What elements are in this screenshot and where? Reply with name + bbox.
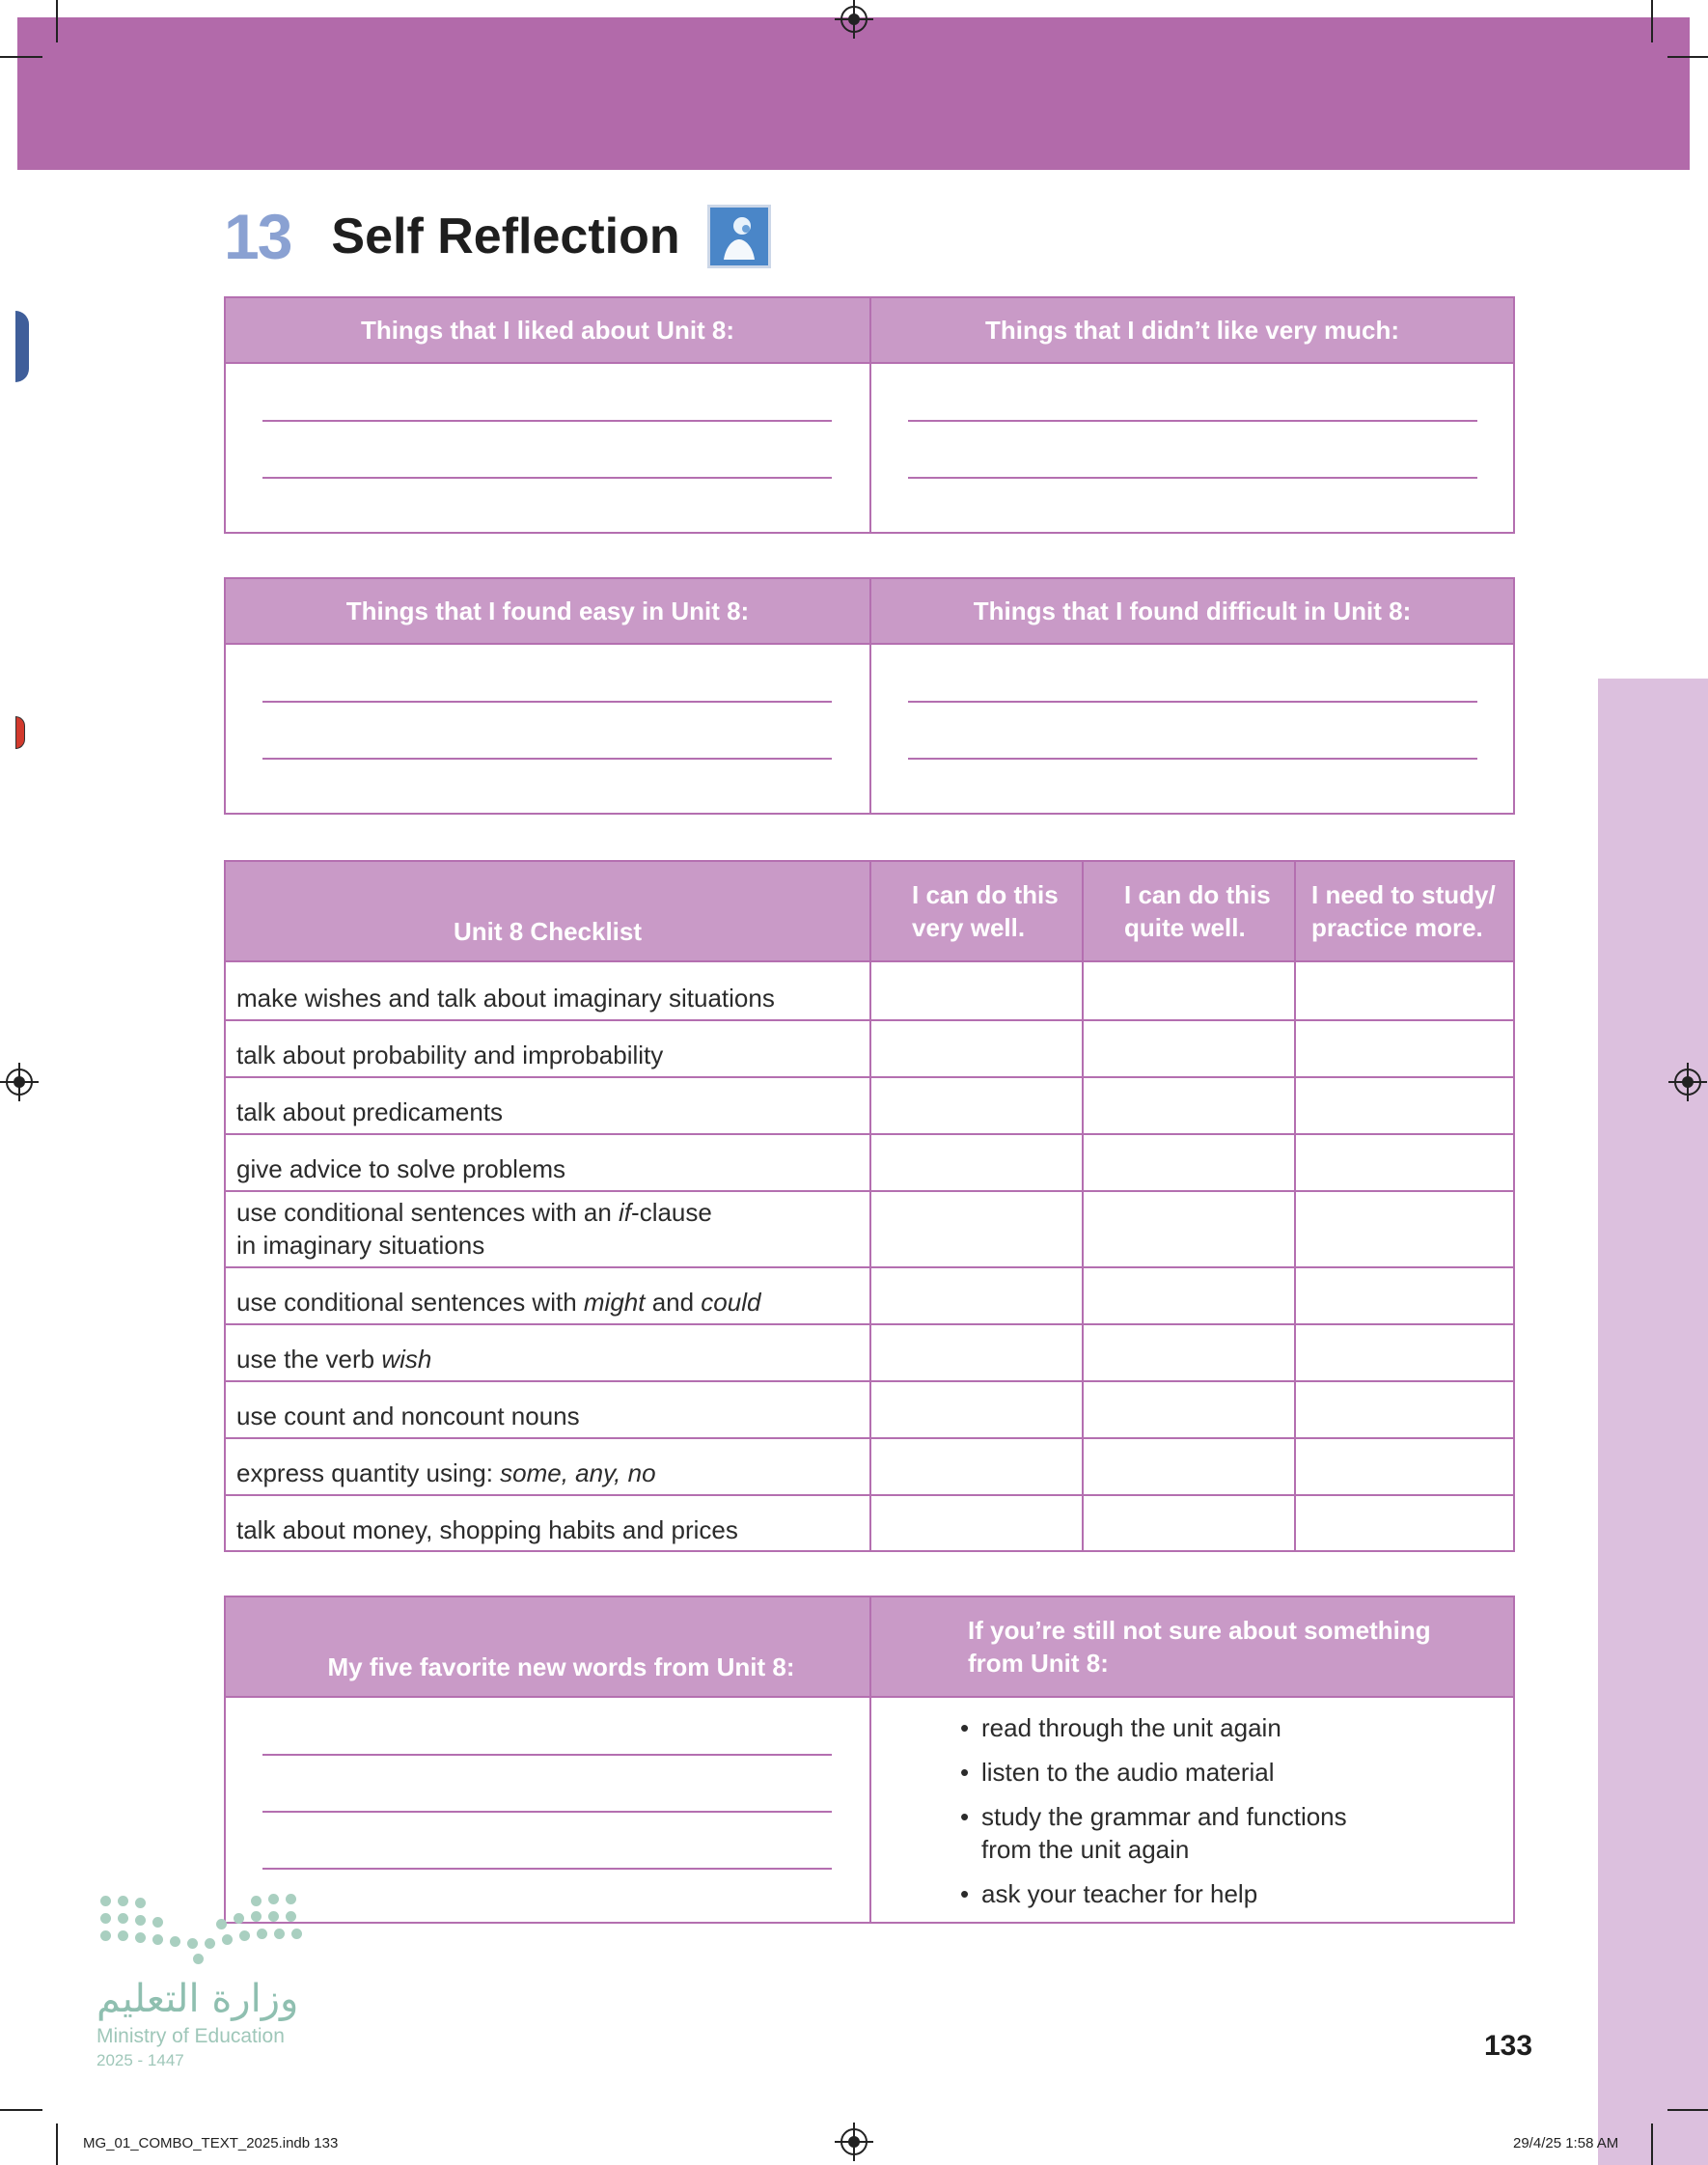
logo-dot — [135, 1932, 146, 1943]
checkbox-cell-very-well[interactable] — [869, 1496, 1082, 1551]
favorite-words-table — [224, 1596, 1515, 1924]
column-quite-well — [1082, 862, 1294, 960]
checklist-item-label-cont: -clause — [631, 1198, 712, 1227]
checklist-row — [226, 1323, 1513, 1380]
checkbox-cell-quite-well[interactable] — [1082, 1135, 1294, 1190]
easy-header: Things that I found easy in Unit 8: — [345, 596, 750, 625]
registration-mark-icon — [1674, 1069, 1701, 1096]
checkbox-cell-need-study[interactable] — [1294, 1382, 1513, 1437]
tips-cell — [869, 1698, 1513, 1924]
checkbox-cell-quite-well[interactable] — [1082, 1382, 1294, 1437]
writing-line — [262, 1754, 832, 1756]
difficult-answer-cell[interactable] — [869, 645, 1513, 815]
logo-dot — [234, 1913, 244, 1924]
logo-dot — [100, 1930, 111, 1941]
crop-mark — [56, 2123, 58, 2165]
checkbox-cell-quite-well[interactable] — [1082, 1325, 1294, 1380]
likes-answer-cell[interactable] — [226, 364, 869, 534]
column-need-study — [1294, 862, 1513, 960]
tip-text: study the grammar and functions — [981, 1802, 1347, 1831]
checkbox-cell-quite-well[interactable] — [1082, 1268, 1294, 1323]
column-very-well — [869, 862, 1082, 960]
crop-mark — [0, 2109, 42, 2111]
checklist-row — [226, 1076, 1513, 1133]
logo-dot — [118, 1913, 128, 1924]
logo-dot — [193, 1954, 204, 1964]
checklist-row — [226, 1437, 1513, 1494]
column-need-study-line1: I need to study/ — [1311, 880, 1496, 909]
checkbox-cell-need-study[interactable] — [1294, 1496, 1513, 1551]
checklist-item-label: use the verb — [236, 1345, 382, 1374]
checklist-item-text — [226, 1325, 869, 1380]
page-title: Self Reflection — [331, 208, 680, 264]
registration-mark-icon — [840, 6, 868, 33]
print-slug-right: 29/4/25 1:58 AM — [1513, 2135, 1619, 2151]
logo-dot — [286, 1894, 296, 1904]
logo-dot — [257, 1929, 267, 1939]
checklist-item-emphasis: could — [701, 1288, 761, 1317]
likes-header: Things that I liked about Unit 8: — [360, 315, 735, 345]
checklist-item-label: talk about probability and improbability — [236, 1041, 664, 1069]
checkbox-cell-very-well[interactable] — [869, 1078, 1082, 1133]
top-color-band — [17, 17, 1690, 170]
checkbox-cell-need-study[interactable] — [1294, 1078, 1513, 1133]
checkbox-cell-quite-well[interactable] — [1082, 1496, 1294, 1551]
checklist-item-label: express quantity using: — [236, 1458, 501, 1487]
checkbox-cell-need-study[interactable] — [1294, 1439, 1513, 1494]
checkbox-cell-quite-well[interactable] — [1082, 962, 1294, 1019]
ministry-logo-dots — [96, 1890, 309, 1967]
ministry-name-english: Ministry of Education — [96, 2025, 285, 2047]
logo-dot — [291, 1929, 302, 1939]
checkbox-cell-quite-well[interactable] — [1082, 1439, 1294, 1494]
difficult-header: Things that I found difficult in Unit 8: — [869, 579, 1513, 643]
checklist-item-label-line2: in imaginary situations — [236, 1231, 485, 1260]
column-very-well-line2: very well. — [912, 913, 1026, 942]
crop-mark — [1667, 2109, 1708, 2111]
writing-line — [262, 1868, 832, 1870]
column-very-well-line1: I can do this — [912, 880, 1059, 909]
checklist-rows — [226, 962, 1513, 1551]
checkbox-cell-need-study[interactable] — [1294, 1192, 1513, 1266]
logo-dot — [135, 1898, 146, 1908]
tip-text: ask your teacher for help — [981, 1879, 1258, 1908]
favorite-words-answer-cell[interactable] — [226, 1698, 869, 1924]
checkbox-cell-quite-well[interactable] — [1082, 1021, 1294, 1076]
easy-difficult-table — [224, 577, 1515, 815]
checklist-row — [226, 1494, 1513, 1551]
logo-dot — [118, 1930, 128, 1941]
not-sure-header — [869, 1597, 1513, 1696]
not-sure-header-line1: If you’re still not sure about something — [968, 1616, 1431, 1645]
logo-dot — [187, 1938, 198, 1949]
checklist-item-text — [226, 1135, 869, 1190]
checklist-row — [226, 1019, 1513, 1076]
checklist-item-label: talk about money, shopping habits and prices — [236, 1515, 738, 1544]
checkbox-cell-quite-well[interactable] — [1082, 1078, 1294, 1133]
writing-line — [908, 477, 1477, 479]
logo-dot — [135, 1915, 146, 1926]
checklist-row — [226, 1133, 1513, 1190]
checklist-item-text — [226, 1268, 869, 1323]
checklist-item-emphasis: might — [583, 1288, 646, 1317]
crop-mark — [1667, 56, 1708, 58]
checklist-item-emphasis: wish — [381, 1345, 432, 1374]
checklist-row — [226, 962, 1513, 1019]
logo-dot — [216, 1919, 227, 1929]
unit-number: 13 — [224, 201, 291, 272]
tip-text-line2: from the unit again — [981, 1835, 1190, 1864]
checkbox-cell-very-well[interactable] — [869, 1382, 1082, 1437]
checklist-item-text — [226, 1078, 869, 1133]
checklist-row — [226, 1190, 1513, 1266]
favorite-words-header-text: My five favorite new words from Unit 8: — [327, 1652, 795, 1681]
logo-dot — [268, 1894, 279, 1904]
checklist-item-text — [226, 1439, 869, 1494]
tip-text: read through the unit again — [981, 1713, 1281, 1742]
crop-mark — [1651, 0, 1653, 42]
logo-dot — [100, 1896, 111, 1906]
writing-line — [262, 758, 832, 760]
checklist-row — [226, 1380, 1513, 1437]
edge-tab-blue — [15, 311, 29, 382]
checkbox-cell-need-study[interactable] — [1294, 1021, 1513, 1076]
logo-dot — [251, 1911, 262, 1922]
checklist-item-label: use conditional sentences with — [236, 1288, 584, 1317]
checklist-item-text — [226, 1382, 869, 1437]
checkbox-cell-very-well[interactable] — [869, 1192, 1082, 1266]
checkbox-cell-need-study[interactable] — [1294, 1325, 1513, 1380]
likes-table — [224, 296, 1515, 534]
checklist-item-emphasis: some, any, no — [500, 1458, 656, 1487]
checkbox-cell-very-well[interactable] — [869, 1439, 1082, 1494]
checklist-item-text — [226, 1192, 869, 1266]
writing-line — [262, 1811, 832, 1813]
logo-dot — [239, 1930, 250, 1941]
crop-mark — [1651, 2123, 1653, 2165]
checkbox-cell-need-study[interactable] — [1294, 1135, 1513, 1190]
checklist-item-label: give advice to solve problems — [236, 1154, 566, 1183]
crop-mark — [56, 0, 58, 42]
writing-line — [262, 477, 832, 479]
tip-item — [958, 1877, 1513, 1910]
registration-mark-icon — [6, 1069, 33, 1096]
crop-mark — [0, 56, 42, 58]
easy-answer-cell[interactable] — [226, 645, 869, 815]
print-slug-left: MG_01_COMBO_TEXT_2025.indb 133 — [83, 2135, 339, 2151]
checkbox-cell-quite-well[interactable] — [1082, 1192, 1294, 1266]
checklist-row — [226, 1266, 1513, 1323]
logo-dot — [274, 1929, 285, 1939]
checklist-item-text — [226, 962, 869, 1019]
writing-line — [908, 701, 1477, 703]
logo-dot — [286, 1911, 296, 1922]
logo-dot — [118, 1896, 128, 1906]
edge-tab-red — [15, 716, 25, 749]
column-quite-well-line2: quite well. — [1124, 913, 1246, 942]
checklist-item-text — [226, 1496, 869, 1551]
checklist-title — [226, 862, 869, 960]
page-number: 133 — [1484, 2030, 1533, 2062]
page-title-row — [224, 198, 771, 275]
logo-dot — [152, 1934, 163, 1945]
tips-list — [958, 1711, 1513, 1910]
checklist-title-text: Unit 8 Checklist — [453, 917, 643, 946]
checklist-item-label-cont: and — [645, 1288, 702, 1317]
checkbox-cell-very-well[interactable] — [869, 962, 1082, 1019]
dislikes-header: Things that I didn’t like very much: — [869, 298, 1513, 362]
checkbox-cell-need-study[interactable] — [1294, 1268, 1513, 1323]
registration-mark-icon — [840, 2128, 868, 2155]
writing-line — [262, 701, 832, 703]
column-need-study-line2: practice more. — [1311, 913, 1483, 942]
writing-line — [908, 758, 1477, 760]
not-sure-header-line2: from Unit 8: — [968, 1649, 1109, 1678]
side-color-band — [1598, 679, 1708, 2165]
checkbox-cell-very-well[interactable] — [869, 1021, 1082, 1076]
logo-dot — [100, 1913, 111, 1924]
checklist-item-label: talk about predicaments — [236, 1097, 504, 1126]
logo-dot — [152, 1917, 163, 1928]
tip-item — [958, 1800, 1513, 1866]
unit-checklist-table — [224, 860, 1515, 1552]
logo-dot — [268, 1911, 279, 1922]
dislikes-answer-cell[interactable] — [869, 364, 1513, 534]
column-quite-well-line1: I can do this — [1124, 880, 1271, 909]
logo-dot — [170, 1936, 180, 1947]
checkbox-cell-very-well[interactable] — [869, 1325, 1082, 1380]
checkbox-cell-very-well[interactable] — [869, 1135, 1082, 1190]
checklist-item-label: use count and noncount nouns — [236, 1402, 580, 1430]
checkbox-cell-very-well[interactable] — [869, 1268, 1082, 1323]
checklist-item-text — [226, 1021, 869, 1076]
writing-line — [262, 420, 832, 422]
logo-dot — [205, 1938, 215, 1949]
checkbox-cell-need-study[interactable] — [1294, 962, 1513, 1019]
ministry-year: 2025 - 1447 — [96, 2051, 184, 2069]
tip-item — [958, 1711, 1513, 1744]
logo-dot — [222, 1934, 233, 1945]
writing-line — [908, 420, 1477, 422]
self-reflection-icon — [707, 205, 771, 268]
tip-text: listen to the audio material — [981, 1758, 1275, 1787]
favorite-words-header — [226, 1597, 869, 1696]
checklist-item-label: use conditional sentences with an — [236, 1198, 620, 1227]
checklist-item-label: make wishes and talk about imaginary situations — [236, 984, 775, 1013]
checklist-item-emphasis: if — [619, 1198, 632, 1227]
tip-item — [958, 1756, 1513, 1789]
ministry-name-arabic: وزارة التعليم — [96, 1977, 299, 2021]
logo-dot — [251, 1896, 262, 1906]
